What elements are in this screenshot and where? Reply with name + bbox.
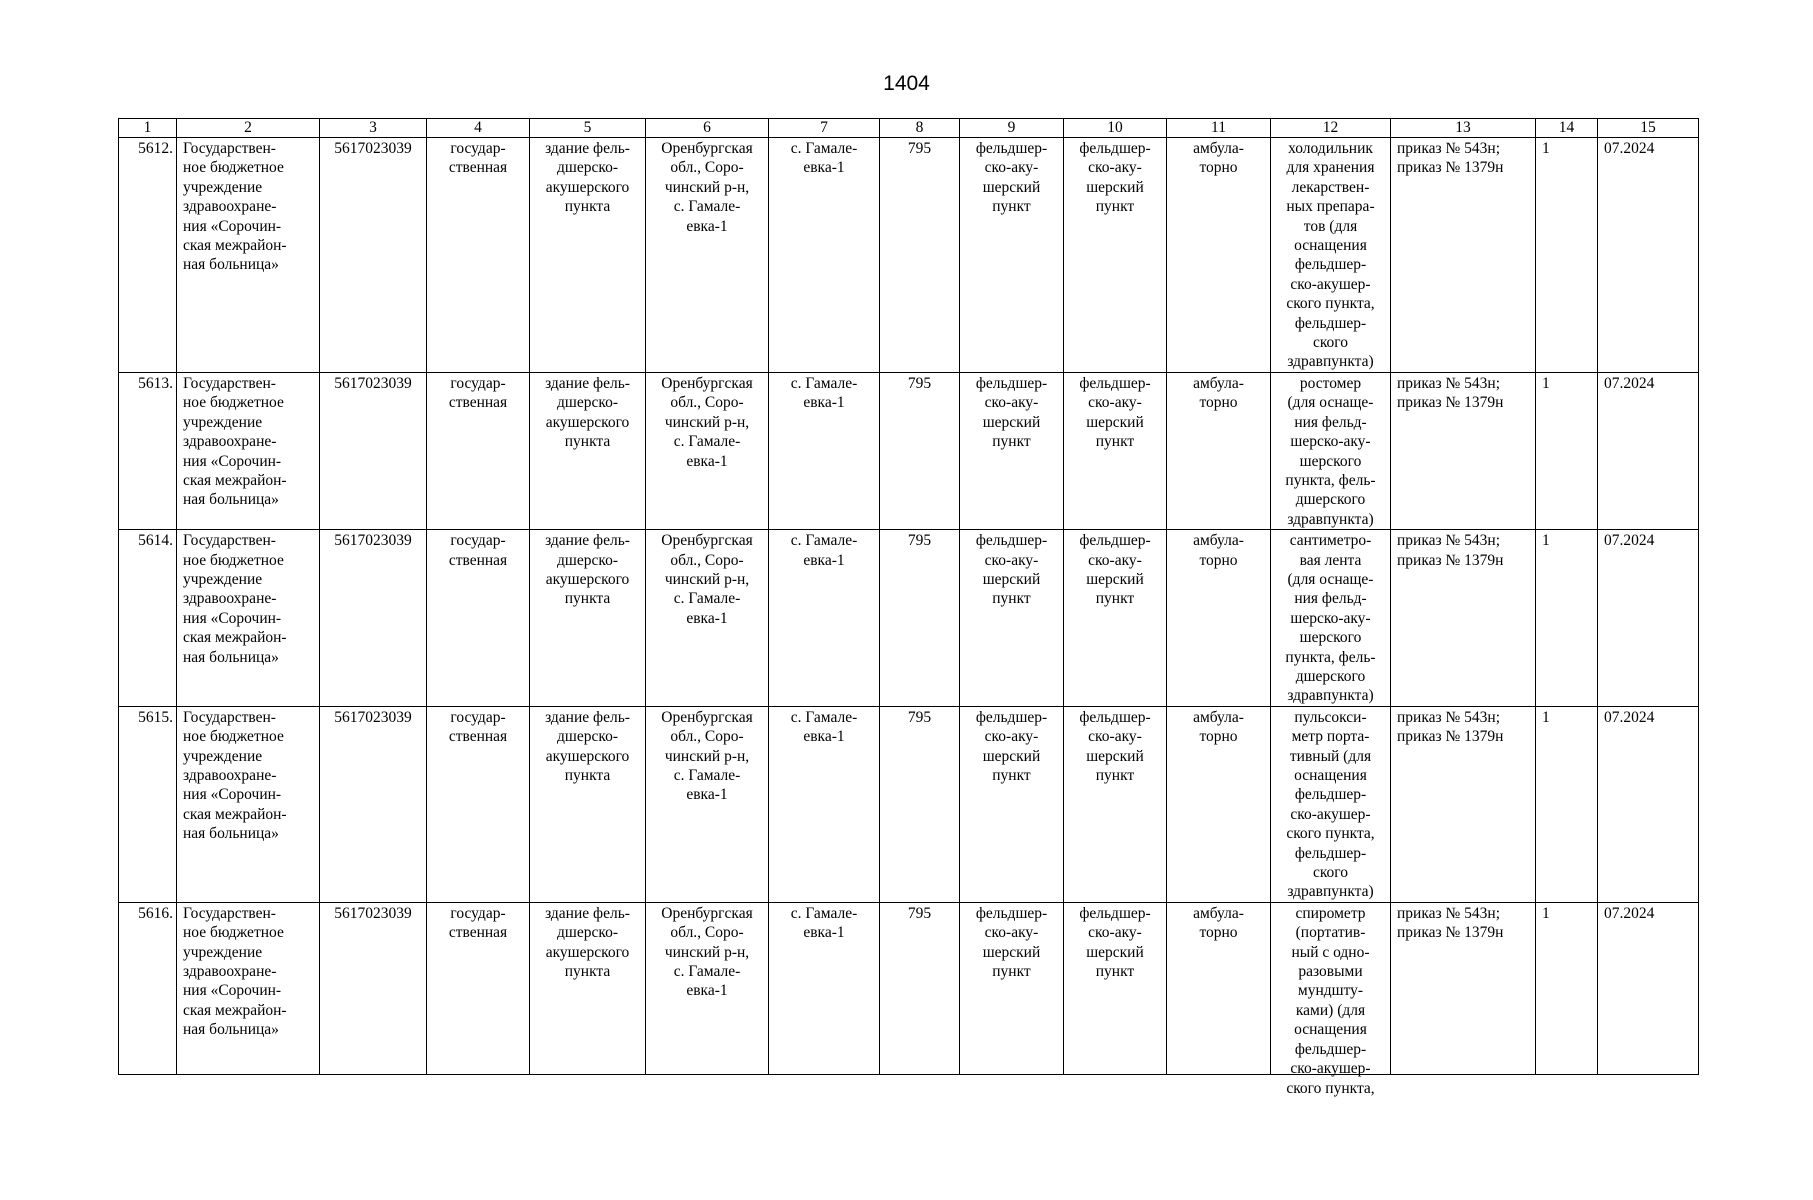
table-body bbox=[119, 138, 1699, 1097]
column-header-4: 4 bbox=[427, 119, 530, 138]
regulatory-orders: приказ № 543н; приказ № 1379н bbox=[1391, 530, 1536, 707]
regulatory-orders: приказ № 543н; приказ № 1379н bbox=[1391, 372, 1536, 529]
population-cell: 795 bbox=[880, 372, 960, 529]
table-row bbox=[119, 372, 1699, 529]
settlement-cell: с. Гамале- евка-1 bbox=[769, 372, 880, 529]
page-number: 1404 bbox=[883, 72, 930, 95]
delivery-date: 07.2024 bbox=[1598, 372, 1699, 529]
inn-cell: 5617023039 bbox=[320, 706, 427, 902]
table-row bbox=[119, 138, 1699, 373]
column-header-1: 1 bbox=[119, 119, 177, 138]
row-number: 5613. bbox=[119, 372, 177, 529]
column-header-11: 11 bbox=[1167, 119, 1271, 138]
facility-type: фельдшер- ско-аку- шерский пункт bbox=[960, 138, 1064, 373]
inn-cell: 5617023039 bbox=[320, 530, 427, 707]
column-header-3: 3 bbox=[320, 119, 427, 138]
regulatory-orders: приказ № 543н; приказ № 1379н bbox=[1391, 706, 1536, 902]
row-number: 5616. bbox=[119, 902, 177, 1074]
institution-name: Государствен- ное бюджетное учреждение здравоохране- ния «Сорочин- ская межрайон- ная больница» bbox=[177, 530, 320, 707]
quantity-cell: 1 bbox=[1536, 372, 1598, 529]
equipment-name: спирометр (портатив- ный с одно- разовыми мундшту- ками) (для оснащения фельдшер- ско-акушер- ского пункта, bbox=[1271, 902, 1391, 1074]
facility-kind: фельдшер- ско-аку- шерский пункт bbox=[1064, 902, 1167, 1074]
building-name: здание фель- дшерско- акушерского пункта bbox=[530, 530, 646, 707]
column-header-8: 8 bbox=[880, 119, 960, 138]
ownership-form: государ- ственная bbox=[427, 138, 530, 373]
facility-type: фельдшер- ско-аку- шерский пункт bbox=[960, 372, 1064, 529]
facility-type: фельдшер- ско-аку- шерский пункт bbox=[960, 706, 1064, 902]
settlement-cell: с. Гамале- евка-1 bbox=[769, 706, 880, 902]
population-cell: 795 bbox=[880, 902, 960, 1074]
table-row bbox=[119, 902, 1699, 1074]
column-header-7: 7 bbox=[769, 119, 880, 138]
equipment-name: холодильник для хранения лекарствен- ных препара- тов (для оснащения фельдшер- ско-акушер- ского пункта, фельдшер- ского здравпункта) bbox=[1271, 138, 1391, 373]
facility-kind: фельдшер- ско-аку- шерский пункт bbox=[1064, 530, 1167, 707]
settlement-cell: с. Гамале- евка-1 bbox=[769, 138, 880, 373]
address-cell: Оренбургская обл., Соро- чинский р-н, с. Гамале- евка-1 bbox=[646, 138, 769, 373]
address-cell: Оренбургская обл., Соро- чинский р-н, с. Гамале- евка-1 bbox=[646, 902, 769, 1074]
settlement-cell: с. Гамале- евка-1 bbox=[769, 530, 880, 707]
column-number-header bbox=[119, 119, 1699, 138]
column-header-10: 10 bbox=[1064, 119, 1167, 138]
column-header-12: 12 bbox=[1271, 119, 1391, 138]
column-header-15: 15 bbox=[1598, 119, 1699, 138]
building-name: здание фель- дшерско- акушерского пункта bbox=[530, 902, 646, 1074]
delivery-date: 07.2024 bbox=[1598, 706, 1699, 902]
column-header-6: 6 bbox=[646, 119, 769, 138]
column-header-13: 13 bbox=[1391, 119, 1536, 138]
inn-cell: 5617023039 bbox=[320, 372, 427, 529]
institution-name: Государствен- ное бюджетное учреждение здравоохране- ния «Сорочин- ская межрайон- ная больница» bbox=[177, 902, 320, 1074]
population-cell: 795 bbox=[880, 706, 960, 902]
regulatory-orders: приказ № 543н; приказ № 1379н bbox=[1391, 902, 1536, 1074]
facility-kind: фельдшер- ско-аку- шерский пункт bbox=[1064, 138, 1167, 373]
ownership-form: государ- ственная bbox=[427, 902, 530, 1074]
institution-name: Государствен- ное бюджетное учреждение здравоохране- ния «Сорочин- ская межрайон- ная больница» bbox=[177, 706, 320, 902]
care-form: амбула- торно bbox=[1167, 530, 1271, 707]
column-header-2: 2 bbox=[177, 119, 320, 138]
building-name: здание фель- дшерско- акушерского пункта bbox=[530, 138, 646, 373]
table-row bbox=[119, 706, 1699, 902]
quantity-cell: 1 bbox=[1536, 138, 1598, 373]
facility-type: фельдшер- ско-аку- шерский пункт bbox=[960, 530, 1064, 707]
address-cell: Оренбургская обл., Соро- чинский р-н, с. Гамале- евка-1 bbox=[646, 372, 769, 529]
inn-cell: 5617023039 bbox=[320, 902, 427, 1074]
column-header-14: 14 bbox=[1536, 119, 1598, 138]
delivery-date: 07.2024 bbox=[1598, 530, 1699, 707]
ownership-form: государ- ственная bbox=[427, 372, 530, 529]
header-row bbox=[119, 119, 1699, 138]
inn-cell: 5617023039 bbox=[320, 138, 427, 373]
population-cell: 795 bbox=[880, 138, 960, 373]
care-form: амбула- торно bbox=[1167, 706, 1271, 902]
row-number: 5614. bbox=[119, 530, 177, 707]
ownership-form: государ- ственная bbox=[427, 530, 530, 707]
institution-name: Государствен- ное бюджетное учреждение здравоохране- ния «Сорочин- ская межрайон- ная больница» bbox=[177, 138, 320, 373]
facility-kind: фельдшер- ско-аку- шерский пункт bbox=[1064, 372, 1167, 529]
row-number: 5612. bbox=[119, 138, 177, 373]
ownership-form: государ- ственная bbox=[427, 706, 530, 902]
column-header-9: 9 bbox=[960, 119, 1064, 138]
regulatory-orders: приказ № 543н; приказ № 1379н bbox=[1391, 138, 1536, 373]
equipment-name: пульсокси- метр порта- тивный (для оснащения фельдшер- ско-акушер- ского пункта, фельдшер- ского здравпункта) bbox=[1271, 706, 1391, 902]
care-form: амбула- торно bbox=[1167, 902, 1271, 1074]
building-name: здание фель- дшерско- акушерского пункта bbox=[530, 372, 646, 529]
delivery-date: 07.2024 bbox=[1598, 138, 1699, 373]
care-form: амбула- торно bbox=[1167, 138, 1271, 373]
equipment-name: сантиметро- вая лента (для оснаще- ния фельд- шерско-аку- шерского пункта, фель- дшерского здравпункта) bbox=[1271, 530, 1391, 707]
address-cell: Оренбургская обл., Соро- чинский р-н, с. Гамале- евка-1 bbox=[646, 706, 769, 902]
quantity-cell: 1 bbox=[1536, 530, 1598, 707]
institution-name: Государствен- ное бюджетное учреждение здравоохране- ния «Сорочин- ская межрайон- ная больница» bbox=[177, 372, 320, 529]
settlement-cell: с. Гамале- евка-1 bbox=[769, 902, 880, 1074]
quantity-cell: 1 bbox=[1536, 706, 1598, 902]
care-form: амбула- торно bbox=[1167, 372, 1271, 529]
table-row bbox=[119, 530, 1699, 707]
facility-type: фельдшер- ско-аку- шерский пункт bbox=[960, 902, 1064, 1074]
quantity-cell: 1 bbox=[1536, 902, 1598, 1074]
delivery-date: 07.2024 bbox=[1598, 902, 1699, 1074]
population-cell: 795 bbox=[880, 530, 960, 707]
facility-kind: фельдшер- ско-аку- шерский пункт bbox=[1064, 706, 1167, 902]
address-cell: Оренбургская обл., Соро- чинский р-н, с. Гамале- евка-1 bbox=[646, 530, 769, 707]
equipment-name: ростомер (для оснаще- ния фельд- шерско-аку- шерского пункта, фель- дшерского здравпункта) bbox=[1271, 372, 1391, 529]
building-name: здание фель- дшерско- акушерского пункта bbox=[530, 706, 646, 902]
registry-table bbox=[118, 118, 1699, 1097]
row-number: 5615. bbox=[119, 706, 177, 902]
column-header-5: 5 bbox=[530, 119, 646, 138]
